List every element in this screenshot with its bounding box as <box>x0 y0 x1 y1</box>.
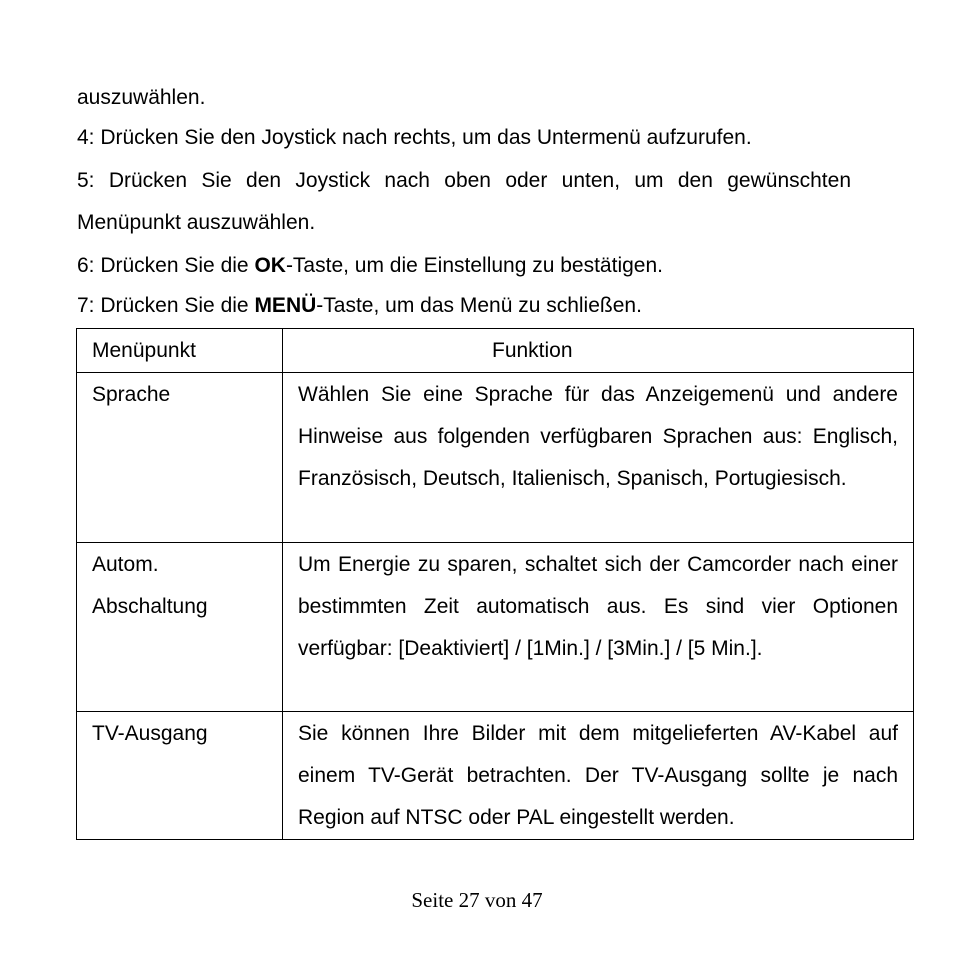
step-6-suffix: -Taste, um die Einstellung zu bestätigen. <box>285 254 663 277</box>
row-item-cell <box>77 373 283 543</box>
table-row <box>77 543 914 712</box>
row-function-cell <box>283 712 914 840</box>
row-function-cell <box>283 373 914 543</box>
table-row <box>77 373 914 543</box>
row-function-text: Um Energie zu sparen, schaltet sich der Camcorder nach einer bestimmten Zeit automatisch aus. Es sind vier Optionen verfügbar: [Deaktiviert] / [1Min.] / [3Min.] / [5 Min.]. <box>298 553 898 660</box>
table-header-row <box>77 329 914 373</box>
row-function-text: Sie können Ihre Bilder mit dem mitgelieferten AV-Kabel auf einem TV-Gerät betrachten. Der TV-Ausgang sollte je nach Region auf NTSC oder PAL eingestellt werden. <box>298 722 898 829</box>
paragraph-continuation: auszuwählen. <box>77 86 206 109</box>
menu-key-label: MENÜ <box>254 294 317 317</box>
row-item-label: Autom. Abschaltung <box>92 553 208 618</box>
step-7-suffix: -Taste, um das Menü zu schließen. <box>316 294 642 317</box>
row-item-label: Sprache <box>92 383 171 406</box>
row-function-cell <box>283 543 914 712</box>
row-item-label: TV-Ausgang <box>92 722 208 745</box>
row-function-text: Wählen Sie eine Sprache für das Anzeigemenü und andere Hinweise aus folgenden verfügbaren Sprachen aus: Englisch, Französisch, Deutsch, Italienisch, Spanisch, Portugiesisch. <box>298 383 898 490</box>
menu-settings-table <box>76 328 914 840</box>
step-5-text: 5: Drücken Sie den Joystick nach oben oder unten, um den gewünschten Menüpunkt auszuwählen. <box>77 169 851 234</box>
step-6-text <box>77 245 663 287</box>
step-7-prefix: 7: Drücken Sie die <box>77 294 255 317</box>
row-item-cell <box>77 543 283 712</box>
page-number-footer: Seite 27 von 47 <box>411 888 543 912</box>
step-4-text: 4: Drücken Sie den Joystick nach rechts, um das Untermenü aufzurufen. <box>77 126 752 149</box>
ok-key-label: OK <box>254 254 286 277</box>
header-funktion-label: Funktion <box>492 339 573 362</box>
header-menupunkt-label: Menüpunkt <box>92 339 196 362</box>
header-cell-funktion <box>283 329 914 373</box>
step-7-text <box>77 285 642 327</box>
step-6-prefix: 6: Drücken Sie die <box>77 254 255 277</box>
header-cell-menupunkt <box>77 329 283 373</box>
table-row <box>77 712 914 840</box>
row-item-cell <box>77 712 283 840</box>
